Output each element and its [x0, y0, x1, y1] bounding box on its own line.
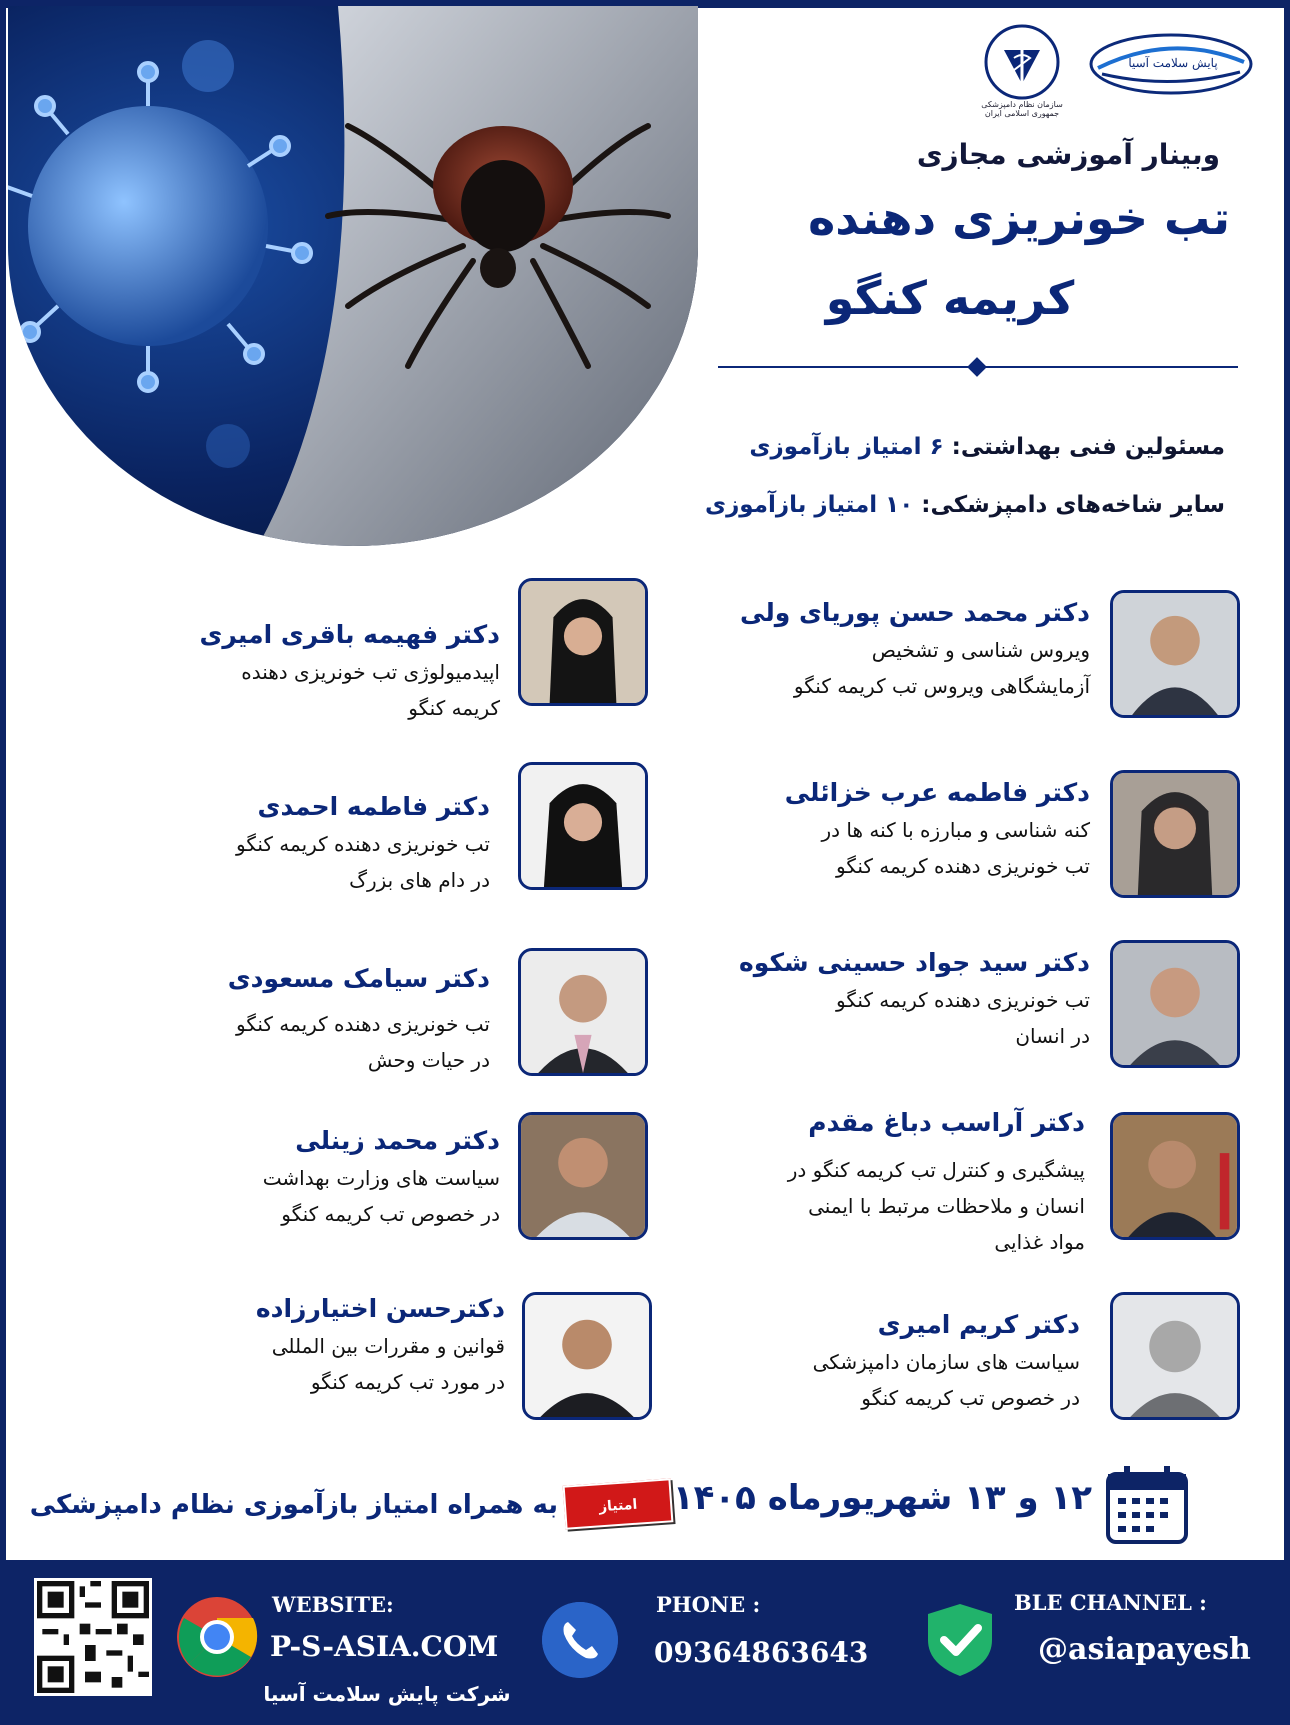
speaker-topic: سیاست های سازمان دامپزشکی	[812, 1350, 1080, 1374]
speaker-topic: در انسان	[1015, 1024, 1090, 1048]
vet-org-logo	[984, 24, 1060, 100]
speaker-topic: ویروس شناسی و تشخیص	[871, 638, 1090, 662]
phone-number[interactable]: 09364863643	[654, 1636, 869, 1669]
speaker-name: دکتر آراسب دباغ مقدم	[808, 1108, 1085, 1137]
qr-code[interactable]	[34, 1578, 152, 1696]
speaker-topic: اپیدمیولوژی تب خونریزی دهنده	[241, 660, 500, 684]
speaker-topic: در خصوص تب کریمه کنگو	[281, 1202, 500, 1226]
speaker-photo	[518, 762, 648, 890]
website-link[interactable]: P-S-ASIA.COM	[270, 1630, 499, 1663]
speaker	[739, 944, 1090, 1054]
speaker-topic: قوانین و مقررات بین المللی	[271, 1334, 505, 1358]
credit-label: سایر شاخه‌های دامپزشکی:	[921, 492, 1225, 518]
credit-label: مسئولین فنی بهداشتی:	[951, 434, 1225, 460]
speaker-topic: در خصوص تب کریمه کنگو	[861, 1386, 1080, 1410]
chrome-icon	[176, 1596, 258, 1678]
speaker-topic: کریمه کنگو	[408, 696, 500, 720]
speaker-topic: تب خونریزی دهنده کریمه کنگو	[236, 1012, 490, 1036]
website-label: WEBSITE:	[272, 1592, 394, 1617]
speaker-topic: در مورد تب کریمه کنگو	[310, 1370, 505, 1394]
calendar-icon	[1104, 1464, 1190, 1546]
side-rule-right	[1284, 0, 1290, 1560]
speaker-topic: در دام های بزرگ	[349, 868, 490, 892]
speaker-name: دکتر فهیمه باقری امیری	[199, 620, 500, 649]
channel-handle[interactable]: @asiapayesh	[1038, 1632, 1251, 1667]
speaker	[199, 616, 500, 726]
speaker-name: دکتر سید جواد حسینی شکوه	[739, 948, 1090, 977]
divider-diamond-icon	[967, 357, 987, 377]
speaker-topic: پیشگیری و کنترل تب کریمه کنگو در	[787, 1158, 1085, 1182]
speaker-photo	[518, 948, 648, 1076]
speaker	[263, 1122, 500, 1232]
speaker	[785, 774, 1090, 884]
company-name: شرکت پایش سلامت آسیا	[263, 1682, 511, 1706]
speaker-name: دکتر محمد حسن پوریای ولی	[740, 598, 1090, 627]
speaker	[740, 594, 1090, 704]
speaker-name: دکترحسن اختیارزاده	[255, 1294, 505, 1323]
company-logo-text: پایش سلامت آسیا	[1128, 56, 1218, 70]
credit-line	[605, 418, 1225, 476]
title-line-1: تب خونریزی دهنده	[808, 191, 1230, 245]
webinar-label: وبینار آموزشی مجازی	[916, 138, 1220, 171]
channel-label: BLE CHANNEL :	[1014, 1590, 1207, 1615]
speaker-photo	[1110, 590, 1240, 718]
phone-label: PHONE :	[656, 1592, 761, 1617]
title-block	[670, 138, 1230, 325]
speaker	[788, 1104, 1085, 1260]
speaker-name: دکتر سیامک مسعودی	[227, 964, 490, 993]
speaker-photo	[522, 1292, 652, 1420]
speaker-name: دکتر فاطمه احمدی	[257, 792, 490, 821]
speaker	[236, 788, 490, 898]
speaker-photo	[1110, 1112, 1240, 1240]
speaker-topic: انسان و ملاحظات مرتبط با ایمنی	[808, 1194, 1085, 1218]
speaker-name: دکتر فاطمه عرب خزائلی	[784, 778, 1090, 807]
speaker-photo	[1110, 1292, 1240, 1420]
speaker-photo	[518, 1112, 648, 1240]
credit-line	[605, 476, 1225, 534]
speaker-photo	[1110, 770, 1240, 898]
speaker-topic: تب خونریزی دهنده کریمه کنگو	[236, 832, 490, 856]
speaker-topic: کنه شناسی و مبارزه با کنه ها در	[821, 818, 1090, 842]
credit-points-value: ۱۰ امتیاز بازآموزی	[704, 492, 914, 518]
speaker-photo	[1110, 940, 1240, 1068]
hero-image	[8, 6, 698, 546]
vet-org-caption: سازمان نظام دامپزشکی جمهوری اسلامی ایران	[981, 100, 1063, 118]
phone-icon	[542, 1602, 618, 1678]
side-rule-left	[0, 0, 6, 1560]
event-date: ۱۲ و ۱۳ شهریورماه ۱۴۰۵	[672, 1478, 1092, 1518]
speaker-topic: در حیات وحش	[367, 1048, 490, 1072]
speaker-name: دکتر کریم امیری	[877, 1310, 1080, 1339]
credit-points	[605, 418, 1225, 534]
speaker-name: دکتر محمد زینلی	[295, 1126, 500, 1155]
credit-badge: امتیاز بازآموزی	[563, 1478, 674, 1529]
speaker-topic: تب خونریزی دهنده کریمه کنگو	[836, 988, 1090, 1012]
speaker-topic: تب خونریزی دهنده کریمه کنگو	[836, 854, 1090, 878]
speaker	[813, 1306, 1080, 1416]
speaker-photo	[518, 578, 648, 706]
credit-tagline: به همراه امتیاز بازآموزی نظام دامپزشکی	[29, 1490, 558, 1520]
speaker	[228, 960, 490, 1078]
speaker-topic: آزمایشگاهی ویروس تب کریمه کنگو	[793, 674, 1090, 698]
check-icon	[920, 1600, 1000, 1680]
title-line-2: کریمه کنگو	[825, 271, 1075, 325]
speaker-topic: مواد غذایی	[994, 1230, 1085, 1254]
speaker-topic: سیاست های وزارت بهداشت	[262, 1166, 500, 1190]
credit-points-value: ۶ امتیاز بازآموزی	[749, 434, 944, 460]
speaker	[256, 1290, 505, 1400]
